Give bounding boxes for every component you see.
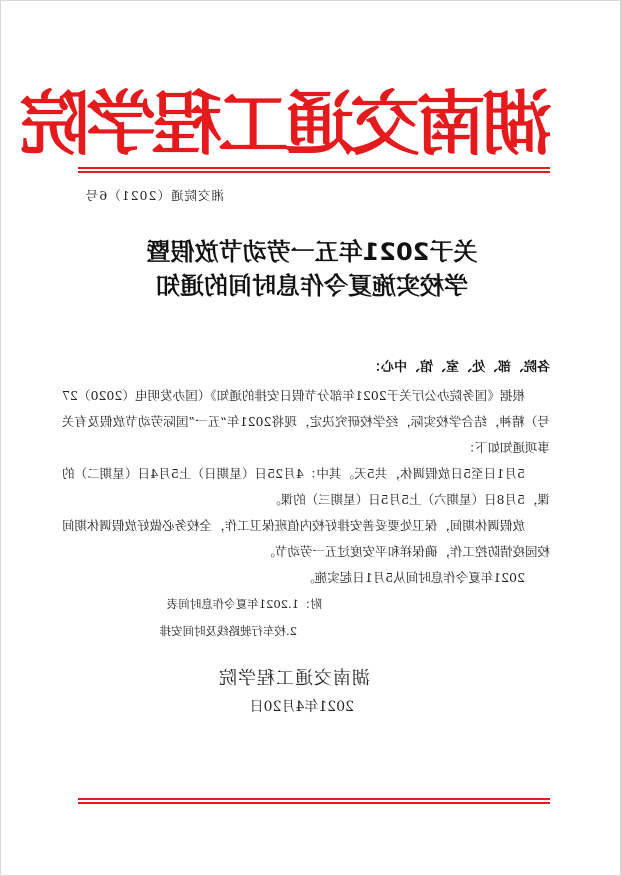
footer-red-line-lower: [78, 802, 550, 804]
signature-org: 湖南交通工程学院: [218, 668, 370, 689]
footer-red-line-upper: [78, 798, 550, 800]
issue-date: 2021年4月20日: [249, 699, 354, 715]
title-line-1: 关于2021年五一劳动节放假暨: [146, 238, 478, 266]
document-title: [62, 235, 562, 303]
title-line-2: 学校实施夏令作息时间的通知: [156, 272, 468, 300]
masthead-red-line-lower: [78, 171, 550, 173]
attachment-2: 2.校车行驶路线及时间安排: [159, 624, 297, 638]
notice-body: [62, 383, 550, 591]
body-paragraph-4: 2021年夏令作息时间从5月1日起实施。: [302, 570, 525, 585]
body-paragraph-2: 5月1日至5日放假调休，共5天。其中：4月25日（星期日）上5月4日（星期二）的课，5月8日（星期六）上5月5日（星期三）的课。: [62, 466, 550, 507]
document-number: 湘交院通（2021）6号: [84, 188, 224, 203]
body-paragraph-3: 放假调休期间，保卫处要妥善安排好校内值班保卫工作，全校务必做好放假调休期间校园疫情防控工作，确保祥和平安度过五一劳动节。: [62, 518, 550, 559]
addressee: 各院、部、处、室、馆、中心：: [367, 360, 550, 375]
masthead-org-name: 湖南交通工程学院: [24, 82, 552, 165]
masthead-red-line-upper: [78, 167, 550, 169]
mirrored-content: [1, 1, 621, 876]
attachment-1: 附：1.2021年夏令作息时间表: [166, 597, 322, 611]
body-paragraph-1: 根据《国务院办公厅关于2021年部分节假日安排的通知》（国办发明电（2020）27号）精神，结合学校实际，经学校研究决定，现将2021年“五一”国际劳动节放假及有关事项通知如下：: [62, 388, 550, 455]
